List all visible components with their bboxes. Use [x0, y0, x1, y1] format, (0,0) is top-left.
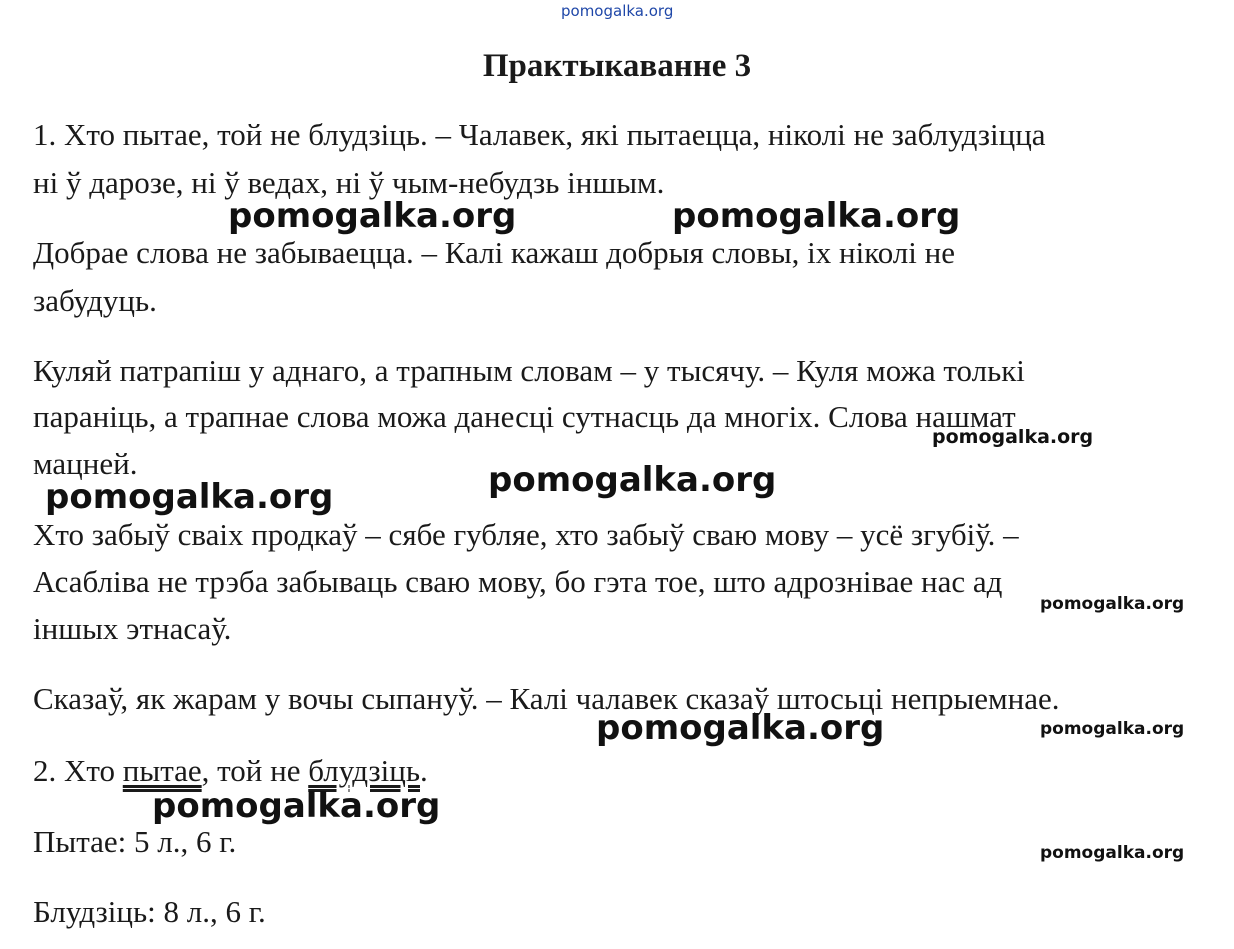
- sentence-end: .: [420, 753, 428, 788]
- sentence-middle: , той не: [201, 753, 309, 788]
- watermark: pomogalka.org: [596, 708, 885, 748]
- analysis-bludzits: Блудзіць: 8 л., 6 г.: [33, 894, 266, 929]
- paragraph-3-line-1: Куляй патрапіш у аднаго, а трапным словам – у тысячу. – Куля можа толькі: [33, 353, 1025, 388]
- watermark: pomogalka.org: [45, 477, 334, 517]
- watermark: pomogalka.org: [488, 460, 777, 500]
- underlined-word-pytae: пытае: [122, 753, 202, 788]
- watermark: pomogalka.org: [228, 196, 517, 236]
- paragraph-2-line-2: забудуць.: [33, 283, 157, 318]
- sentence-prefix: 2. Хто: [33, 753, 123, 788]
- watermark: pomogalka.org: [152, 786, 441, 826]
- watermark: pomogalka.org: [1040, 843, 1185, 863]
- paragraph-1-line-1: 1. Хто пытае, той не блудзіць. – Чалавек, які пытаецца, ніколі не заблудзіцца: [33, 117, 1046, 152]
- underlined-word-bludzits: блудзіць: [308, 753, 420, 788]
- paragraph-2-line-1: Добрае слова не забываецца. – Калі кажаш добрыя словы, іх ніколі не: [33, 235, 955, 270]
- paragraph-4-line-2: Асабліва не трэба забываць сваю мову, бо гэта тое, што адрознівае нас ад: [33, 564, 1003, 599]
- analysis-pytae: Пытае: 5 л., 6 г.: [33, 824, 237, 859]
- watermark: pomogalka.org: [1040, 594, 1185, 614]
- section-2-sentence: [33, 754, 428, 788]
- site-link[interactable]: pomogalka.org: [561, 2, 674, 20]
- paragraph-1-line-2: ні ў дарозе, ні ў ведах, ні ў чым-небудзь іншым.: [33, 165, 665, 200]
- watermark: pomogalka.org: [1040, 719, 1185, 739]
- paragraph-3-line-2: параніць, а трапнае слова можа данесці сутнасць да многіх. Слова нашмат: [33, 399, 1016, 434]
- paragraph-5-line-1: Сказаў, як жарам у вочы сыпануў. – Калі чалавек сказаў штосьці непрыемнае.: [33, 681, 1060, 716]
- paragraph-4-line-3: іншых этнасаў.: [33, 611, 232, 646]
- watermark: pomogalka.org: [932, 426, 1094, 448]
- paragraph-4-line-1: Хто забыў сваіх продкаў – сябе губляе, хто забыў сваю мову – усё згубіў. –: [33, 517, 1019, 552]
- watermark: pomogalka.org: [672, 196, 961, 236]
- paragraph-3-line-3: мацней.: [33, 446, 138, 481]
- page-title: Практыкаванне 3: [482, 48, 752, 84]
